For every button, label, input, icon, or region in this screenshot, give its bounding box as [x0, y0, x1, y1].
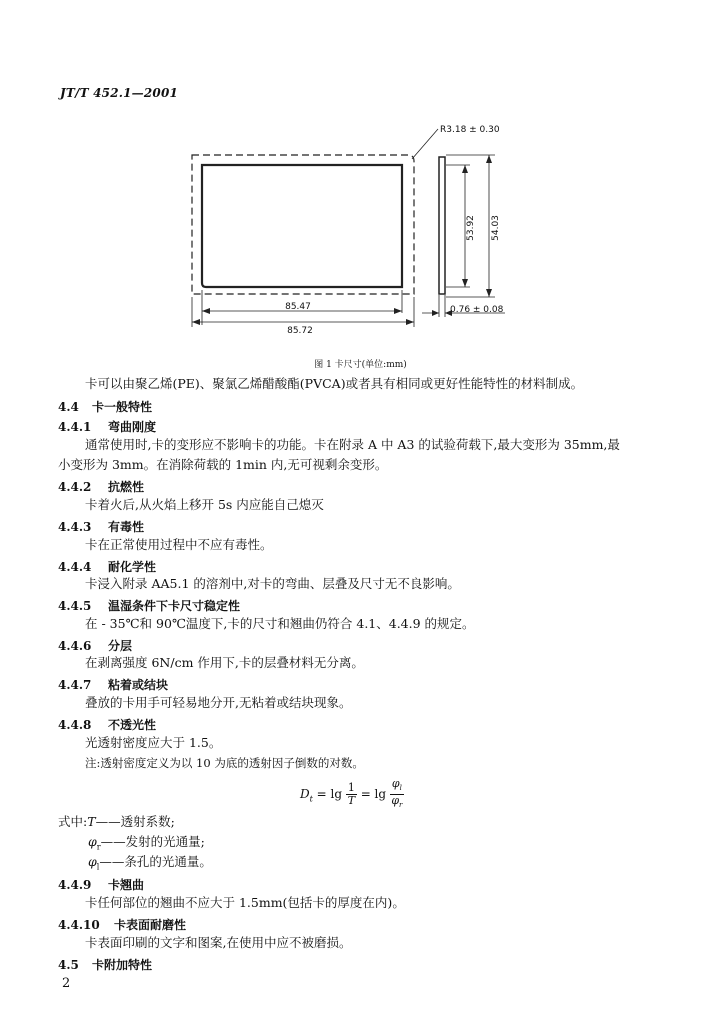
paragraph-4-4-3: 卡在正常使用过程中不应有毒性。	[85, 537, 273, 552]
section-title: 抗燃性	[108, 480, 145, 494]
paragraph-4-4-8: 光透射密度应大于 1.5。	[85, 735, 222, 750]
section-4-4-9	[58, 876, 144, 893]
card-outer-outline	[192, 155, 414, 294]
formula-eq2: = lg	[356, 787, 390, 802]
section-4-4-7	[58, 676, 168, 693]
section-4-4-5	[58, 597, 240, 614]
section-4-4-10	[58, 916, 186, 933]
paragraph-4-4-1-line1: 通常使用时,卡的变形应不影响卡的功能。卡在附录 A 中 A3 的试验荷载下,最大变形为 35mm,最	[85, 437, 620, 452]
section-title: 卡附加特性	[92, 958, 153, 972]
section-title: 卡翘曲	[108, 878, 145, 892]
paragraph-4-4-5: 在 - 35℃和 90℃温度下,卡的尺寸和翘曲仍符合 4.1、4.4.9 的规定。	[85, 616, 475, 631]
where-intro: 式中:	[58, 814, 88, 829]
section-4-4	[58, 398, 152, 415]
section-number: 4.4	[58, 400, 79, 414]
where-clause-l: $\varphi_l——$条孔的光通量。	[88, 854, 212, 872]
section-title: 温湿条件下卡尺寸稳定性	[108, 599, 241, 613]
height-inner-label: 53.92	[466, 215, 476, 241]
section-number: 4.4.10	[58, 918, 100, 932]
section-title: 耐化学性	[108, 560, 157, 574]
card-inner-outline	[202, 165, 402, 287]
card-side-view	[439, 157, 445, 294]
formula-lhs-sub: t	[309, 794, 313, 804]
section-title: 卡一般特性	[92, 400, 153, 414]
section-title: 有毒性	[108, 520, 145, 534]
width-inner-label: 85.47	[285, 302, 311, 312]
section-number: 4.4.3	[58, 520, 92, 534]
section-4-4-4	[58, 558, 156, 575]
section-number: 4.4.8	[58, 718, 92, 732]
section-title: 不透光性	[108, 718, 157, 732]
formula-lhs: D	[300, 787, 310, 802]
document-header: JT/T 452.1—2001	[60, 86, 179, 100]
thickness-label: 0.76 ± 0.08	[450, 305, 504, 315]
formula-frac2: $\frac{\varphi_l}{\varphi_r}$	[391, 777, 403, 810]
figure-caption: 图 1 卡尺寸(单位:mm)	[314, 360, 407, 370]
page-number: 2	[62, 976, 71, 991]
paragraph-4-4-7: 叠放的卡用手可轻易地分开,无粘着或结块现象。	[85, 695, 352, 710]
width-outer-label: 85.72	[287, 326, 313, 335]
section-title: 粘着或结块	[108, 678, 169, 692]
section-number: 4.4.5	[58, 599, 92, 613]
radius-label: R3.18 ± 0.30	[440, 125, 500, 135]
card-dimension-figure	[150, 115, 570, 335]
section-number: 4.4.2	[58, 480, 92, 494]
section-number: 4.4.4	[58, 560, 92, 574]
paragraph-4-4-6: 在剥离强度 6N/cm 作用下,卡的层叠材料无分离。	[85, 655, 364, 670]
where-t-desc: ——透射系数;	[95, 814, 175, 829]
section-4-4-8	[58, 716, 156, 733]
section-number: 4.4.9	[58, 878, 92, 892]
height-outer-label: 54.03	[491, 215, 501, 241]
section-4-4-3	[58, 518, 144, 535]
card-drawing	[150, 115, 570, 335]
note-4-4-8: 注:透射密度定义为以 10 为底的透射因子倒数的对数。	[85, 756, 364, 770]
section-number: 4.4.1	[58, 420, 92, 434]
section-number: 4.4.7	[58, 678, 92, 692]
section-4-4-2	[58, 478, 144, 495]
paragraph-4-4-4: 卡浸入附录 AA5.1 的溶剂中,对卡的弯曲、层叠及尺寸无不良影响。	[85, 576, 460, 591]
paragraph-4-4-10: 卡表面印刷的文字和图案,在使用中应不被磨损。	[85, 935, 352, 950]
section-title: 卡表面耐磨性	[114, 918, 187, 932]
paragraph-4-4-1-line2: 小变形为 3mm。在消除荷载的 1min 内,无可视剩余变形。	[58, 457, 388, 472]
paragraph-4-4-2: 卡着火后,从火焰上移开 5s 内应能自己熄灭	[85, 497, 324, 512]
intro-paragraph: 卡可以由聚乙烯(PE)、聚氯乙烯醋酸酯(PVCA)或者具有相同或更好性能特性的材料制成。	[85, 376, 584, 391]
section-number: 4.5	[58, 958, 79, 972]
section-4-4-1	[58, 418, 156, 435]
density-formula	[300, 778, 404, 811]
section-4-4-6	[58, 637, 132, 654]
where-clause-t	[58, 815, 175, 829]
where-clause-r: $\varphi_r——$发射的光通量;	[88, 834, 205, 852]
formula-eq1: = lg	[312, 787, 346, 802]
section-title: 分层	[108, 639, 133, 653]
formula-frac1: $\frac{1}{T}$	[347, 781, 356, 808]
section-4-5	[58, 956, 152, 973]
paragraph-4-4-9: 卡任何部位的翘曲不应大于 1.5mm(包括卡的厚度在内)。	[85, 895, 405, 910]
where-t-symbol: T	[87, 814, 96, 829]
section-number: 4.4.6	[58, 639, 92, 653]
section-title: 弯曲刚度	[108, 420, 157, 434]
